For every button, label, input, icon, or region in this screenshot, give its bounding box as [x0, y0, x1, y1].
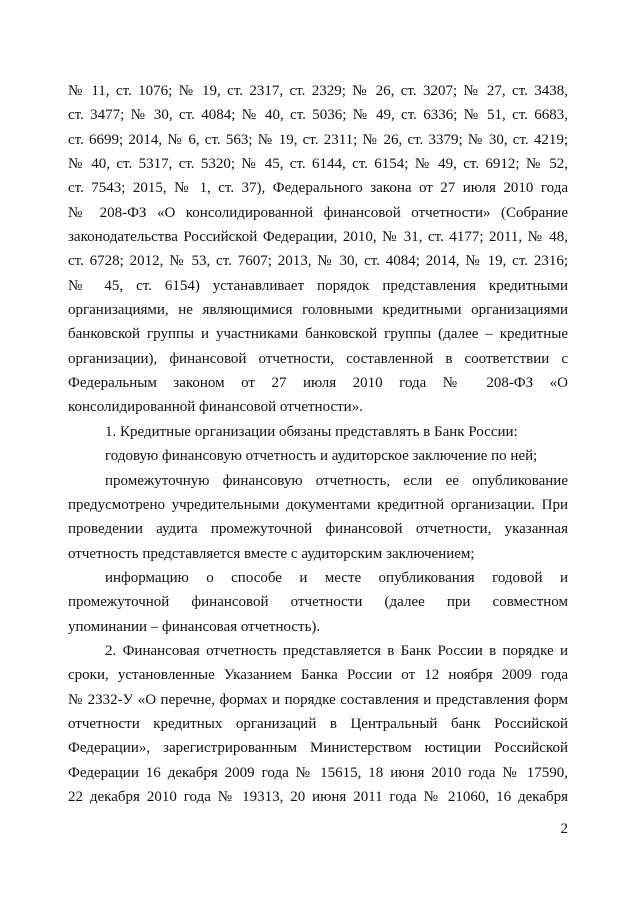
- text-line: ст. 7543; 2015, № 1, ст. 37), Федерального закона от 27 июля 2010 года: [68, 180, 568, 197]
- text-line: промежуточной финансовой отчетности (далее при совместном: [68, 594, 568, 611]
- paragraph-annual-report: [68, 444, 568, 468]
- text-line: организациями, не являющимися головными кредитными организациями: [68, 302, 568, 319]
- text-line: 2. Финансовая отчетность представляется в Банк России в порядке и: [105, 642, 568, 659]
- text-line: Федеральным законом от 27 июля 2010 года № 208-ФЗ «О: [68, 375, 568, 392]
- text-line: проведении аудита промежуточной финансовой отчетности, указанная: [68, 521, 568, 538]
- page-number: 2: [560, 821, 568, 837]
- text-line: ст. 6699; 2014, № 6, ст. 563; № 19, ст. 2311; № 26, ст. 3379; № 30, ст. 4219;: [68, 131, 568, 148]
- text-line: 22 декабря 2010 года № 19313, 20 июня 2011 года № 21060, 16 декабря: [68, 788, 568, 805]
- text-line: № 208-ФЗ «О консолидированной финансовой отчетности» (Собрание: [68, 204, 568, 221]
- text-line: предусмотрено учредительными документами кредитной организации. При: [68, 496, 568, 513]
- text-line: № 2332-У «О перечне, формах и порядке составления и представления форм: [68, 691, 568, 708]
- paragraph-publication-info: [68, 566, 568, 639]
- text-line: упоминании – финансовая отчетность).: [68, 618, 321, 635]
- text-line: годовую финансовую отчетность и аудиторское заключение по ней;: [105, 448, 538, 465]
- text-line: промежуточную финансовую отчетность, если ее опубликование: [105, 472, 568, 489]
- text-line: отчетности кредитных организаций в Центральный банк Российской: [68, 715, 568, 732]
- text-line: отчетность представляется вместе с аудиторским заключением;: [68, 545, 475, 562]
- text-line: № 11, ст. 1076; № 19, ст. 2317, ст. 2329; № 26, ст. 3207; № 27, ст. 3438,: [68, 83, 568, 99]
- text-line: № 45, ст. 6154) устанавливает порядок представления кредитными: [68, 277, 568, 294]
- text-line: Федерации», зарегистрированным Министерством юстиции Российской: [68, 740, 568, 757]
- text-line: информацию о способе и месте опубликования годовой и: [105, 569, 568, 586]
- text-line: Федерации 16 декабря 2009 года № 15615, 18 июня 2010 года № 17590,: [68, 764, 568, 781]
- text-line: ст. 3477; № 30, ст. 4084; № 40, ст. 5036; № 49, ст. 6336; № 51, ст. 6683,: [68, 107, 568, 124]
- text-line: 1. Кредитные организации обязаны представлять в Банк России:: [105, 423, 518, 440]
- paragraph-interim-report: [68, 469, 568, 566]
- paragraph-item-2: [68, 639, 568, 809]
- paragraph-preamble: [68, 79, 568, 420]
- document-body: [68, 79, 568, 809]
- paragraph-item-1: [68, 420, 568, 444]
- text-line: сроки, установленные Указанием Банка России от 12 ноября 2009 года: [68, 667, 568, 684]
- text-line: консолидированной финансовой отчетности».: [68, 399, 363, 416]
- text-line: организации), финансовой отчетности, составленной в соответствии с: [68, 350, 568, 367]
- text-line: № 40, ст. 5317, ст. 5320; № 45, ст. 6144, ст. 6154; № 49, ст. 6912; № 52,: [68, 156, 568, 173]
- text-line: банковской группы и участниками банковской группы (далее – кредитные: [68, 326, 568, 343]
- text-line: ст. 6728; 2012, № 53, ст. 7607; 2013, № 30, ст. 4084; 2014, № 19, ст. 2316;: [68, 253, 568, 270]
- text-line: законодательства Российской Федерации, 2010, № 31, ст. 4177; 2011, № 48,: [68, 229, 568, 246]
